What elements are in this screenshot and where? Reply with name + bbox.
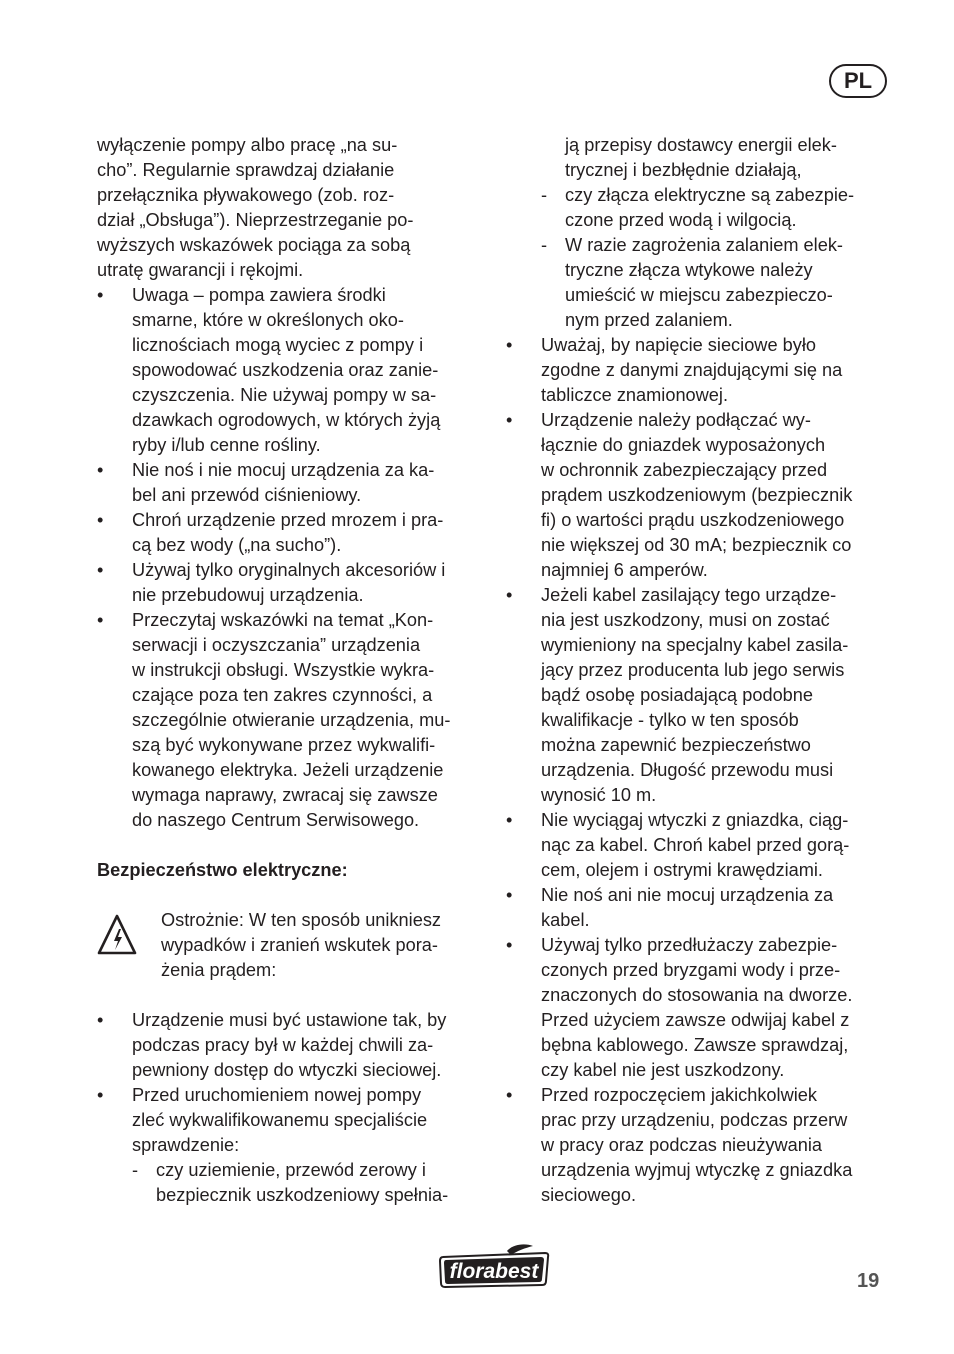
list-item-line <box>97 1033 482 1058</box>
intro-paragraph <box>97 133 482 283</box>
list-item-text: nia jest uszkodzony, musi on zostać <box>541 610 830 630</box>
list-item-line <box>97 583 482 608</box>
list-item-text: Uważaj, by napięcie sieciowe było <box>541 335 816 355</box>
list-item-text: czyszczenia. Nie używaj pompy w sa- <box>132 385 437 405</box>
list-item-line <box>506 583 890 608</box>
list-item-line <box>506 808 890 833</box>
language-badge: PL <box>829 64 887 98</box>
list-item-line <box>506 458 890 483</box>
list-item-line <box>506 783 890 808</box>
list-item-text: licznościach mogą wyciec z pompy i <box>132 335 424 355</box>
list-item-line <box>506 608 890 633</box>
list-item-line <box>97 683 482 708</box>
text-line: wyłączenie pompy albo pracę „na su- <box>97 135 398 155</box>
list-item-line <box>506 708 890 733</box>
list-item-text: tryczne złącza wtykowe należy <box>565 260 813 280</box>
list-item-text: nie przebudowuj urządzenia. <box>132 585 364 605</box>
list-item-text: Urządzenie musi być ustawione tak, by <box>132 1010 447 1030</box>
list-item-text: smarne, które w określonych oko- <box>132 310 404 330</box>
list-item-line <box>506 633 890 658</box>
list-item-text: w instrukcji obsługi. Wszystkie wykra- <box>132 660 435 680</box>
left-column <box>97 133 482 1208</box>
page-number: 19 <box>857 1270 880 1292</box>
list-item-text: ją przepisy dostawcy energii elek- <box>565 135 837 155</box>
list-item <box>506 883 890 933</box>
bullet-marker: • <box>506 335 513 355</box>
list-item-line <box>506 983 890 1008</box>
list-item-text: prac przy urządzeniu, podczas przerw <box>541 1110 848 1130</box>
electrical-bullet-list <box>97 1008 482 1158</box>
bullet-marker: • <box>506 885 513 905</box>
list-item-line <box>506 258 890 283</box>
list-item-line <box>97 808 482 833</box>
list-item-text: szą być wykonywane przez wykwalifi- <box>132 735 436 755</box>
list-item-text: Przed uruchomieniem nowej pompy <box>132 1085 422 1105</box>
list-item-line <box>506 683 890 708</box>
florabest-logo <box>437 1243 551 1289</box>
list-item-line <box>506 1083 890 1108</box>
list-item-text: prądem uszkodzeniowym (bezpiecznik <box>541 485 853 505</box>
list-item-text: Nie noś ani nie mocuj urządzenia za <box>541 885 834 905</box>
list-item-text: bądź osobę posiadającą podobne <box>541 685 814 705</box>
list-item-text: wymieniony na specjalny kabel zasila- <box>541 635 849 655</box>
bullet-marker: • <box>97 460 104 480</box>
list-item-text: czy uziemienie, przewód zerowy i <box>156 1160 426 1180</box>
list-item-text: można zapewnić bezpieczeństwo <box>541 735 811 755</box>
text-line: żenia prądem: <box>161 960 277 980</box>
list-item-line <box>506 533 890 558</box>
text-line: cho”. Regularnie sprawdzaj działanie <box>97 160 395 180</box>
list-item-line <box>506 333 890 358</box>
list-item-text: czone przed wodą i wilgocią. <box>565 210 797 230</box>
list-item <box>97 1083 482 1158</box>
list-item <box>97 1008 482 1083</box>
list-item-line <box>506 483 890 508</box>
list-item-text: łącznie do gniazdek wyposażonych <box>541 435 826 455</box>
list-item-line <box>506 833 890 858</box>
list-item-line <box>506 1158 890 1183</box>
list-item-text: nąc za kabel. Chroń kabel przed gorą- <box>541 835 850 855</box>
list-item-line <box>97 408 482 433</box>
list-item <box>97 1158 482 1208</box>
list-item-text: Jeżeli kabel zasilający tego urządze- <box>541 585 837 605</box>
list-item-line <box>506 1183 890 1208</box>
list-item-text: W razie zagrożenia zalaniem elek- <box>565 235 843 255</box>
dash-marker: - <box>132 1160 139 1180</box>
list-item-text: Nie wyciągaj wtyczki z gniazdka, ciąg- <box>541 810 849 830</box>
list-item-line <box>506 908 890 933</box>
list-item-line <box>506 233 890 258</box>
list-item-line <box>97 1083 482 1108</box>
list-item-line <box>97 383 482 408</box>
text-line: dział „Obsługa”). Nieprzestrzeganie po- <box>97 210 414 230</box>
list-item-line <box>97 608 482 633</box>
list-item-text: wynosić 10 m. <box>541 785 657 805</box>
list-item-line <box>506 208 890 233</box>
list-item-text: podczas pracy był w każdej chwili za- <box>132 1035 434 1055</box>
list-item-line <box>506 1058 890 1083</box>
list-item-line <box>97 708 482 733</box>
list-item-text: tabliczce znamionowej. <box>541 385 729 405</box>
list-item-text: najmniej 6 amperów. <box>541 560 708 580</box>
list-item-line <box>97 733 482 758</box>
list-item-text: czy złącza elektryczne są zabezpie- <box>565 185 855 205</box>
list-item-line <box>97 308 482 333</box>
list-item-text: w ochronnik zabezpieczający przed <box>541 460 828 480</box>
list-item-line <box>506 358 890 383</box>
list-item <box>97 458 482 508</box>
list-item-text: bel ani przewód ciśnieniowy. <box>132 485 362 505</box>
list-item-text: trycznej i bezbłędnie działają, <box>565 160 802 180</box>
list-item-text: nym przed zalaniem. <box>565 310 733 330</box>
electric-hazard-triangle-icon <box>97 914 137 956</box>
list-item-text: ryby i/lub cenne rośliny. <box>132 435 321 455</box>
list-item-line <box>97 658 482 683</box>
bullet-marker: • <box>506 810 513 830</box>
section-heading: Bezpieczeństwo elektryczne: <box>97 860 348 880</box>
text-line: wyższych wskazówek pociąga za sobą <box>97 235 411 255</box>
list-item <box>506 233 890 333</box>
list-item-line <box>506 158 890 183</box>
list-item <box>506 1083 890 1208</box>
list-item-line <box>506 383 890 408</box>
list-item-line <box>506 1108 890 1133</box>
list-item-text: Nie noś i nie mocuj urządzenia za ka- <box>132 460 435 480</box>
text-line: utratę gwarancji i rękojmi. <box>97 260 304 280</box>
list-item-text: cą bez wody („na sucho”). <box>132 535 342 555</box>
bullet-marker: • <box>506 410 513 430</box>
list-item-line <box>506 558 890 583</box>
list-item-text: zgodne z danymi znajdującymi się na <box>541 360 843 380</box>
electrical-bullet-list-continued <box>506 333 890 1208</box>
list-item-text: pewniony dostęp do wtyczki sieciowej. <box>132 1060 442 1080</box>
text-line: wypadków i zranień wskutek pora- <box>161 935 438 955</box>
list-item-text: cem, olejem i ostrymi krawędziami. <box>541 860 823 880</box>
list-item-text: kabel. <box>541 910 590 930</box>
warning-text <box>161 908 441 983</box>
spacer <box>97 983 482 1008</box>
bullet-marker: • <box>506 935 513 955</box>
list-item-text: kowanego elektryka. Jeżeli urządzenie <box>132 760 444 780</box>
list-item-text: urządzenia. Długość przewodu musi <box>541 760 834 780</box>
text-line: przełącznika pływakowego (zob. roz- <box>97 185 395 205</box>
list-item-text: umieścić w miejscu zabezpieczo- <box>565 285 833 305</box>
list-item <box>506 583 890 808</box>
list-item-line <box>97 508 482 533</box>
list-item-line <box>97 633 482 658</box>
list-item-text: nie większej od 30 mA; bezpiecznik co <box>541 535 852 555</box>
list-item-text: Używaj tylko oryginalnych akcesoriów i <box>132 560 446 580</box>
list-item-text: Urządzenie należy podłączać wy- <box>541 410 811 430</box>
list-item-line <box>506 1008 890 1033</box>
spacer <box>97 883 482 908</box>
bullet-marker: • <box>97 610 104 630</box>
list-item-text: do naszego Centrum Serwisowego. <box>132 810 420 830</box>
list-item-text: czające poza ten zakres czynności, a <box>132 685 433 705</box>
list-item-line <box>97 558 482 583</box>
list-item <box>506 133 890 183</box>
list-item-text: Uwaga – pompa zawiera środki <box>132 285 386 305</box>
list-item-text: czy kabel nie jest uszkodzony. <box>541 1060 785 1080</box>
list-item-text: Chroń urządzenie przed mrozem i pra- <box>132 510 444 530</box>
list-item-line <box>97 1183 482 1208</box>
list-item <box>97 558 482 608</box>
list-item-text: w pracy oraz podczas nieużywania <box>541 1135 823 1155</box>
list-item-line <box>506 133 890 158</box>
list-item-line <box>506 958 890 983</box>
list-item-text: bębna kablowego. Zawsze sprawdzaj, <box>541 1035 849 1055</box>
list-item-text: zleć wykwalifikowanemu specjaliście <box>132 1110 428 1130</box>
list-item-text: dzawkach ogrodowych, w których żyją <box>132 410 441 430</box>
list-item-text: czonych przed bryzgami wody i prze- <box>541 960 841 980</box>
list-item-text: Przed rozpoczęciem jakichkolwiek <box>541 1085 817 1105</box>
list-item-line <box>97 758 482 783</box>
list-item-line <box>97 433 482 458</box>
list-item-text: sieciowego. <box>541 1185 637 1205</box>
svg-text:florabest: florabest <box>449 1260 539 1283</box>
list-item-text: Przed użyciem zawsze odwijaj kabel z <box>541 1010 850 1030</box>
list-item-line <box>506 733 890 758</box>
list-item <box>506 408 890 583</box>
list-item-line <box>97 1008 482 1033</box>
spacer <box>97 833 482 858</box>
list-item <box>97 508 482 558</box>
list-item-line <box>506 1033 890 1058</box>
list-item-line <box>97 333 482 358</box>
bullet-marker: • <box>97 560 104 580</box>
list-item-text: spowodować uszkodzenia oraz zanie- <box>132 360 439 380</box>
list-item <box>506 933 890 1083</box>
list-item-line <box>97 1058 482 1083</box>
bullet-marker: • <box>506 585 513 605</box>
list-item-text: znaczonych do stosowania na dworze. <box>541 985 853 1005</box>
text-line: Ostrożnie: W ten sposób unikniesz <box>161 910 442 930</box>
bullet-marker: • <box>97 510 104 530</box>
bullet-marker: • <box>97 1010 104 1030</box>
list-item-text: Przeczytaj wskazówki na temat „Kon- <box>132 610 434 630</box>
list-item-line <box>97 1108 482 1133</box>
list-item-line <box>97 783 482 808</box>
bullet-marker: • <box>97 285 104 305</box>
list-item-line <box>97 1158 482 1183</box>
list-item-line <box>506 408 890 433</box>
list-item-line <box>97 483 482 508</box>
bullet-marker: • <box>97 1085 104 1105</box>
list-item <box>506 183 890 233</box>
warning-block <box>97 908 482 983</box>
bullet-marker: • <box>506 1085 513 1105</box>
list-item <box>506 808 890 883</box>
list-item-line <box>506 433 890 458</box>
list-item-text: wymaga naprawy, zwracaj się zawsze <box>132 785 438 805</box>
right-column <box>506 133 890 1208</box>
list-item-line <box>506 183 890 208</box>
list-item-line <box>97 358 482 383</box>
check-dash-list <box>97 1158 482 1208</box>
list-item-line <box>97 1133 482 1158</box>
list-item <box>506 333 890 408</box>
list-item-text: Używaj tylko przedłużaczy zabezpie- <box>541 935 838 955</box>
list-item <box>97 283 482 458</box>
list-item-line <box>506 758 890 783</box>
list-item-text: jący przez producenta lub jego serwis <box>541 660 845 680</box>
list-item-line <box>97 458 482 483</box>
list-item-text: sprawdzenie: <box>132 1135 240 1155</box>
list-item <box>97 608 482 833</box>
list-item-text: serwacji i oczyszczania” urządzenia <box>132 635 421 655</box>
list-item-text: fi) o wartości prądu uszkodzeniowego <box>541 510 845 530</box>
list-item-line <box>506 933 890 958</box>
list-item-text: szczególnie otwieranie urządzenia, mu- <box>132 710 451 730</box>
list-item-line <box>97 533 482 558</box>
list-item-line <box>506 308 890 333</box>
list-item-text: kwalifikacje - tylko w ten sposób <box>541 710 799 730</box>
list-item-text: bezpiecznik uszkodzeniowy spełnia- <box>156 1185 449 1205</box>
check-dash-list-continued <box>506 133 890 333</box>
dash-marker: - <box>541 185 548 205</box>
list-item-text: urządzenia wyjmuj wtyczkę z gniazdka <box>541 1160 853 1180</box>
list-item-line <box>506 283 890 308</box>
safety-bullet-list <box>97 283 482 833</box>
list-item-line <box>506 658 890 683</box>
dash-marker: - <box>541 235 548 255</box>
list-item-line <box>506 508 890 533</box>
list-item-line <box>506 858 890 883</box>
list-item-line <box>506 883 890 908</box>
list-item-line <box>506 1133 890 1158</box>
list-item-line <box>97 283 482 308</box>
